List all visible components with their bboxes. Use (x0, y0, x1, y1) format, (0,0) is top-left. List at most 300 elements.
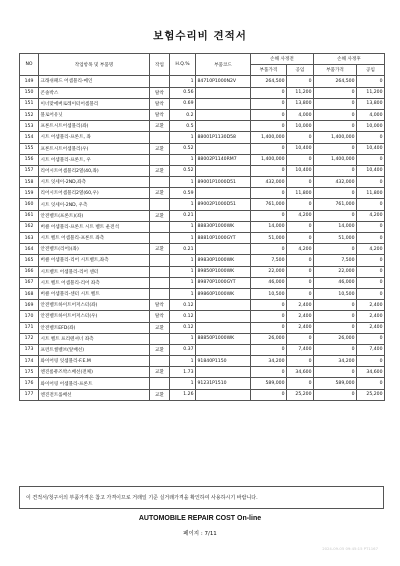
row-part-price-after: 0 (314, 210, 357, 221)
print-timestamp: 2024-09-05 09:45:15 PT1167 (322, 546, 378, 551)
row-no: 173 (20, 344, 39, 355)
row-name: 안전벨트(프론트)(좌) (39, 210, 150, 221)
row-labor-before: 10,400 (287, 143, 314, 154)
row-hq: 1 (170, 132, 196, 143)
row-part-price-before: 761,000 (251, 199, 287, 210)
row-no: 174 (20, 356, 39, 367)
row-no: 170 (20, 311, 39, 322)
row-part-price-before: 589,000 (251, 378, 287, 389)
row-work (150, 233, 170, 244)
row-work (150, 255, 170, 266)
row-part-price-after: 34,200 (314, 356, 357, 367)
row-part-price-after: 0 (314, 244, 357, 255)
row-labor-after: 0 (357, 132, 385, 143)
row-work: 교환 (150, 143, 170, 154)
row-part-price-after: 0 (314, 109, 357, 120)
row-name: 버클 어셈블리-리어 시트벨트,좌측 (39, 255, 150, 266)
row-name: 시트 벨트 어셈블리-프론트 좌측 (39, 233, 150, 244)
row-labor-after: 4,200 (357, 210, 385, 221)
row-labor-after: 0 (357, 199, 385, 210)
row-no: 159 (20, 188, 39, 199)
row-part-price-before: 0 (251, 322, 287, 333)
row-labor-before: 0 (287, 221, 314, 232)
row-part-code (196, 210, 251, 221)
row-part-code: 88002P1140RM7 (196, 154, 251, 165)
table-row (20, 154, 385, 165)
price-note: 이 견적서/청구서의 부품가격은 참고 가격이므로 거래일 기준 실거래가격을 확인하여 사용하시기 바랍니다. (19, 486, 384, 509)
row-no: 175 (20, 367, 39, 378)
row-part-price-after: 0 (314, 165, 357, 176)
row-labor-after: 0 (357, 277, 385, 288)
row-work (150, 154, 170, 165)
row-labor-after: 0 (357, 266, 385, 277)
row-no: 154 (20, 132, 39, 143)
table-row (20, 165, 385, 176)
row-part-code (196, 87, 251, 98)
row-work: 탈착 (150, 311, 170, 322)
row-no: 169 (20, 300, 39, 311)
row-part-price-after: 22,000 (314, 266, 357, 277)
row-work: 탈착 (150, 109, 170, 120)
row-labor-after: 10,400 (357, 143, 385, 154)
header-part-price-before: 부품가격 (251, 65, 287, 76)
footer-title: AUTOMOBILE REPAIR COST On-line (138, 515, 262, 522)
row-hq: 1 (170, 154, 196, 165)
row-labor-after: 2,400 (357, 300, 385, 311)
row-part-code (196, 143, 251, 154)
row-name: 시트 어셈블리-프론트, 우 (39, 154, 150, 165)
row-labor-after: 0 (357, 76, 385, 87)
row-work: 탈착 (150, 98, 170, 109)
row-hq: 0.12 (170, 311, 196, 322)
row-work: 교환 (150, 244, 170, 255)
row-name: 프런트씰벨브(앞배선) (39, 344, 150, 355)
row-work (150, 132, 170, 143)
row-no: 155 (20, 143, 39, 154)
table-row (20, 188, 385, 199)
row-name: 리어시트어셈블리2열(40,좌) (39, 165, 150, 176)
row-part-price-before: 0 (251, 311, 287, 322)
row-hq: 1 (170, 199, 196, 210)
table-row (20, 76, 385, 87)
table-row (20, 389, 385, 400)
row-labor-after: 0 (357, 177, 385, 188)
row-part-price-after: 761,000 (314, 199, 357, 210)
table-row (20, 244, 385, 255)
row-name: 안전벨트(리어)(좌) (39, 244, 150, 255)
table-row (20, 199, 385, 210)
row-labor-before: 11,200 (287, 87, 314, 98)
row-hq: 0.59 (170, 188, 196, 199)
row-no: 158 (20, 177, 39, 188)
row-no: 167 (20, 277, 39, 288)
row-hq: 1 (170, 221, 196, 232)
row-part-price-before: 0 (251, 143, 287, 154)
row-no: 168 (20, 288, 39, 299)
row-part-price-before: 1,400,000 (251, 154, 287, 165)
row-no: 172 (20, 333, 39, 344)
row-part-price-before: 46,000 (251, 277, 287, 288)
row-part-price-before: 0 (251, 300, 287, 311)
table-row (20, 322, 385, 333)
row-work (150, 221, 170, 232)
table-body (20, 76, 385, 400)
row-labor-before: 0 (287, 199, 314, 210)
row-name: 버클 어셈블리-센터 시트 벨트 (39, 288, 150, 299)
row-part-price-after: 0 (314, 389, 357, 400)
row-name: 엔진전트롤배선 (39, 389, 150, 400)
row-labor-before: 0 (287, 76, 314, 87)
header-row-1 (20, 54, 385, 65)
row-labor-before: 0 (287, 333, 314, 344)
page-number: 페이지 : 7/11 (183, 531, 217, 537)
row-hq: 0.37 (170, 344, 196, 355)
row-no: 171 (20, 322, 39, 333)
row-part-price-after: 264,500 (314, 76, 357, 87)
row-name: 이너맞에버로레이터어셈블리 (39, 98, 150, 109)
row-work: 교환 (150, 344, 170, 355)
row-part-price-before: 0 (251, 121, 287, 132)
row-name: 시트 잇세이-2ND, 우측 (39, 199, 150, 210)
row-part-price-before: 432,000 (251, 177, 287, 188)
row-part-price-before: 0 (251, 87, 287, 98)
row-work (150, 277, 170, 288)
row-hq: 0.52 (170, 165, 196, 176)
header-part-code: 부품코드 (196, 54, 251, 76)
row-no: 156 (20, 154, 39, 165)
header-name: 작업항목 및 부품명 (39, 54, 150, 76)
row-part-price-after: 10,500 (314, 288, 357, 299)
row-part-code: 89860P1000WK (196, 288, 251, 299)
table-row (20, 255, 385, 266)
row-part-price-after: 51,000 (314, 233, 357, 244)
row-hq: 0.56 (170, 87, 196, 98)
row-hq: 1 (170, 76, 196, 87)
table-row (20, 344, 385, 355)
row-no: 166 (20, 266, 39, 277)
row-part-price-after: 0 (314, 322, 357, 333)
row-no: 164 (20, 244, 39, 255)
table-row (20, 177, 385, 188)
row-part-code (196, 188, 251, 199)
row-no: 161 (20, 210, 39, 221)
row-name: 프론트시트어셈블리(좌) (39, 121, 150, 132)
row-no: 157 (20, 165, 39, 176)
row-labor-before: 4,000 (287, 109, 314, 120)
row-no: 162 (20, 221, 39, 232)
row-work (150, 333, 170, 344)
row-name: 크래쉬패드 어셈블리-메인 (39, 76, 150, 87)
row-part-price-after: 0 (314, 188, 357, 199)
row-part-code: 89850P1000WK (196, 266, 251, 277)
row-work: 교환 (150, 367, 170, 378)
row-part-code (196, 367, 251, 378)
row-labor-before: 7,400 (287, 344, 314, 355)
row-no: 160 (20, 199, 39, 210)
row-labor-after: 0 (357, 333, 385, 344)
row-labor-before: 0 (287, 154, 314, 165)
row-labor-after: 11,200 (357, 87, 385, 98)
row-part-price-before: 264,500 (251, 76, 287, 87)
header-part-price-after: 부품가격 (314, 65, 357, 76)
row-work: 교환 (150, 188, 170, 199)
row-hq: 0.21 (170, 244, 196, 255)
row-labor-after: 4,000 (357, 109, 385, 120)
row-labor-after: 2,400 (357, 311, 385, 322)
table-row (20, 87, 385, 98)
row-part-code: 84710P1000N2V (196, 76, 251, 87)
row-labor-before: 0 (287, 266, 314, 277)
row-hq: 1.73 (170, 367, 196, 378)
table-row (20, 132, 385, 143)
row-part-code (196, 109, 251, 120)
row-work (150, 266, 170, 277)
row-no: 165 (20, 255, 39, 266)
row-part-code (196, 300, 251, 311)
row-name: 안전벨트EFD(좌) (39, 322, 150, 333)
row-name: 엔진룸퓨즈박스배선(전체) (39, 367, 150, 378)
row-part-price-after: 26,000 (314, 333, 357, 344)
row-labor-before: 2,400 (287, 300, 314, 311)
row-labor-after: 0 (357, 288, 385, 299)
row-part-price-after: 46,000 (314, 277, 357, 288)
row-part-price-after: 0 (314, 143, 357, 154)
row-part-price-after: 0 (314, 98, 357, 109)
header-before: 손해 사정전 (251, 54, 314, 65)
row-labor-after: 0 (357, 154, 385, 165)
row-labor-before: 0 (287, 288, 314, 299)
row-part-price-after: 0 (314, 300, 357, 311)
row-part-code: 88001P1130D58 (196, 132, 251, 143)
row-part-price-after: 0 (314, 87, 357, 98)
row-name: 프론트시트어셈블리(우) (39, 143, 150, 154)
row-labor-before: 25,200 (287, 389, 314, 400)
row-labor-before: 4,200 (287, 244, 314, 255)
row-name: 안전벨트하이트어저스터(좌) (39, 300, 150, 311)
row-name: 시트 어셈블리-프론트, 좌 (39, 132, 150, 143)
row-work: 탈착 (150, 300, 170, 311)
table-row (20, 311, 385, 322)
row-part-price-before: 7,500 (251, 255, 287, 266)
row-part-price-before: 10,500 (251, 288, 287, 299)
table-row (20, 210, 385, 221)
row-work (150, 356, 170, 367)
row-labor-before: 0 (287, 356, 314, 367)
row-hq: 1.26 (170, 389, 196, 400)
row-labor-before: 10,000 (287, 121, 314, 132)
row-part-code: 89002P1000D51 (196, 199, 251, 210)
row-hq: 0.12 (170, 322, 196, 333)
row-labor-before: 0 (287, 277, 314, 288)
estimate-table (19, 53, 385, 401)
row-part-price-before: 26,000 (251, 333, 287, 344)
table-row (20, 277, 385, 288)
row-part-price-after: 0 (314, 367, 357, 378)
row-work: 교환 (150, 121, 170, 132)
row-part-price-before: 0 (251, 210, 287, 221)
row-part-price-after: 1,400,000 (314, 154, 357, 165)
table-row (20, 378, 385, 389)
row-name: 블로어유닛 (39, 109, 150, 120)
row-work (150, 288, 170, 299)
header-after: 손해 사정후 (314, 54, 385, 65)
row-labor-after: 4,200 (357, 244, 385, 255)
row-name: 시트 벨트 프리텐셔너 좌측 (39, 333, 150, 344)
row-labor-after: 10,000 (357, 121, 385, 132)
row-no: 151 (20, 98, 39, 109)
row-labor-before: 0 (287, 378, 314, 389)
row-part-code: 89001P1000D51 (196, 177, 251, 188)
row-hq: 1 (170, 333, 196, 344)
row-work: 교환 (150, 389, 170, 400)
row-part-price-before: 51,000 (251, 233, 287, 244)
row-no: 176 (20, 378, 39, 389)
row-name: 시트벨트 어셈블리-리어 센터 (39, 266, 150, 277)
row-part-price-before: 0 (251, 109, 287, 120)
row-labor-after: 2,400 (357, 322, 385, 333)
table-row (20, 143, 385, 154)
row-work: 교환 (150, 210, 170, 221)
row-labor-before: 0 (287, 233, 314, 244)
row-labor-before: 10,400 (287, 165, 314, 176)
row-part-code: 91840P1150 (196, 356, 251, 367)
row-no: 153 (20, 121, 39, 132)
row-name: 버클 어셈블리-프론트 시트 벨트 운전석 (39, 221, 150, 232)
row-work (150, 378, 170, 389)
row-name: 안전벨트하이트어저스터(우) (39, 311, 150, 322)
header-no: NO (20, 54, 39, 76)
row-name: 콘솔박스 (39, 87, 150, 98)
row-part-code (196, 121, 251, 132)
row-part-price-after: 1,400,000 (314, 132, 357, 143)
row-part-code (196, 311, 251, 322)
row-name: 시트 벨트 어셈블리-리어 좌측 (39, 277, 150, 288)
row-labor-after: 0 (357, 255, 385, 266)
row-labor-before: 13,800 (287, 98, 314, 109)
row-part-price-after: 7,500 (314, 255, 357, 266)
row-labor-after: 34,600 (357, 367, 385, 378)
table-row (20, 356, 385, 367)
row-part-price-after: 0 (314, 121, 357, 132)
row-labor-after: 0 (357, 221, 385, 232)
header-work: 작업 (150, 54, 170, 76)
header-labor-before: 공임 (287, 65, 314, 76)
table-row (20, 266, 385, 277)
row-labor-before: 2,400 (287, 322, 314, 333)
row-hq: 1 (170, 277, 196, 288)
row-labor-before: 0 (287, 132, 314, 143)
row-hq: 0.2 (170, 109, 196, 120)
row-labor-after: 10,400 (357, 165, 385, 176)
table-row (20, 333, 385, 344)
row-part-code (196, 98, 251, 109)
row-work (150, 177, 170, 188)
row-part-price-after: 589,000 (314, 378, 357, 389)
row-part-code: 88850P1000WK (196, 333, 251, 344)
row-labor-before: 0 (287, 255, 314, 266)
row-work: 탈착 (150, 87, 170, 98)
table-row (20, 109, 385, 120)
row-labor-before: 4,200 (287, 210, 314, 221)
row-labor-after: 25,200 (357, 389, 385, 400)
row-name: 와이어링 어셈블리-프론트 (39, 378, 150, 389)
row-part-price-after: 0 (314, 311, 357, 322)
row-part-price-before: 22,000 (251, 266, 287, 277)
row-part-price-before: 0 (251, 188, 287, 199)
row-part-code: 89830P1000WK (196, 255, 251, 266)
row-work: 교환 (150, 322, 170, 333)
row-labor-before: 2,400 (287, 311, 314, 322)
row-no: 150 (20, 87, 39, 98)
table-row (20, 221, 385, 232)
row-part-code (196, 389, 251, 400)
document-title: 보험수리비 견적서 (153, 30, 247, 42)
row-part-code: 88830P1000WK (196, 221, 251, 232)
row-part-price-before: 0 (251, 165, 287, 176)
row-hq: 1 (170, 356, 196, 367)
row-part-price-after: 14,000 (314, 221, 357, 232)
row-part-code (196, 165, 251, 176)
row-part-price-before: 0 (251, 344, 287, 355)
row-labor-after: 0 (357, 378, 385, 389)
row-part-price-before: 34,200 (251, 356, 287, 367)
row-labor-after: 0 (357, 356, 385, 367)
table-row (20, 288, 385, 299)
row-part-code (196, 322, 251, 333)
row-part-price-after: 0 (314, 344, 357, 355)
row-name: 시트 잇세이-2ND,좌측 (39, 177, 150, 188)
row-labor-before: 34,600 (287, 367, 314, 378)
row-part-code: 89870P1000GYT (196, 277, 251, 288)
row-part-code: 91231P1510 (196, 378, 251, 389)
row-work (150, 76, 170, 87)
row-hq: 1 (170, 255, 196, 266)
row-hq: 1 (170, 266, 196, 277)
table-row (20, 300, 385, 311)
row-part-price-after: 432,000 (314, 177, 357, 188)
row-labor-before: 0 (287, 177, 314, 188)
row-no: 177 (20, 389, 39, 400)
row-hq: 0.52 (170, 143, 196, 154)
row-work (150, 199, 170, 210)
row-labor-after: 11,800 (357, 188, 385, 199)
table-row (20, 98, 385, 109)
table-row (20, 121, 385, 132)
table-row (20, 367, 385, 378)
row-part-price-before: 14,000 (251, 221, 287, 232)
row-labor-after: 7,400 (357, 344, 385, 355)
row-name: 와이어링 잇셈블리-F.E.M (39, 356, 150, 367)
row-hq: 1 (170, 288, 196, 299)
row-hq: 1 (170, 177, 196, 188)
row-labor-after: 13,800 (357, 98, 385, 109)
row-part-price-before: 1,400,000 (251, 132, 287, 143)
row-hq: 0.5 (170, 121, 196, 132)
row-work: 교환 (150, 165, 170, 176)
table-row (20, 233, 385, 244)
row-no: 163 (20, 233, 39, 244)
row-hq: 1 (170, 233, 196, 244)
row-part-code: 88810P1000GYT (196, 233, 251, 244)
row-part-code (196, 244, 251, 255)
header-labor-after: 공임 (357, 65, 385, 76)
row-hq: 0.12 (170, 300, 196, 311)
row-hq: 1 (170, 378, 196, 389)
row-part-code (196, 344, 251, 355)
row-part-price-before: 0 (251, 389, 287, 400)
row-hq: 0.21 (170, 210, 196, 221)
row-part-price-before: 0 (251, 367, 287, 378)
